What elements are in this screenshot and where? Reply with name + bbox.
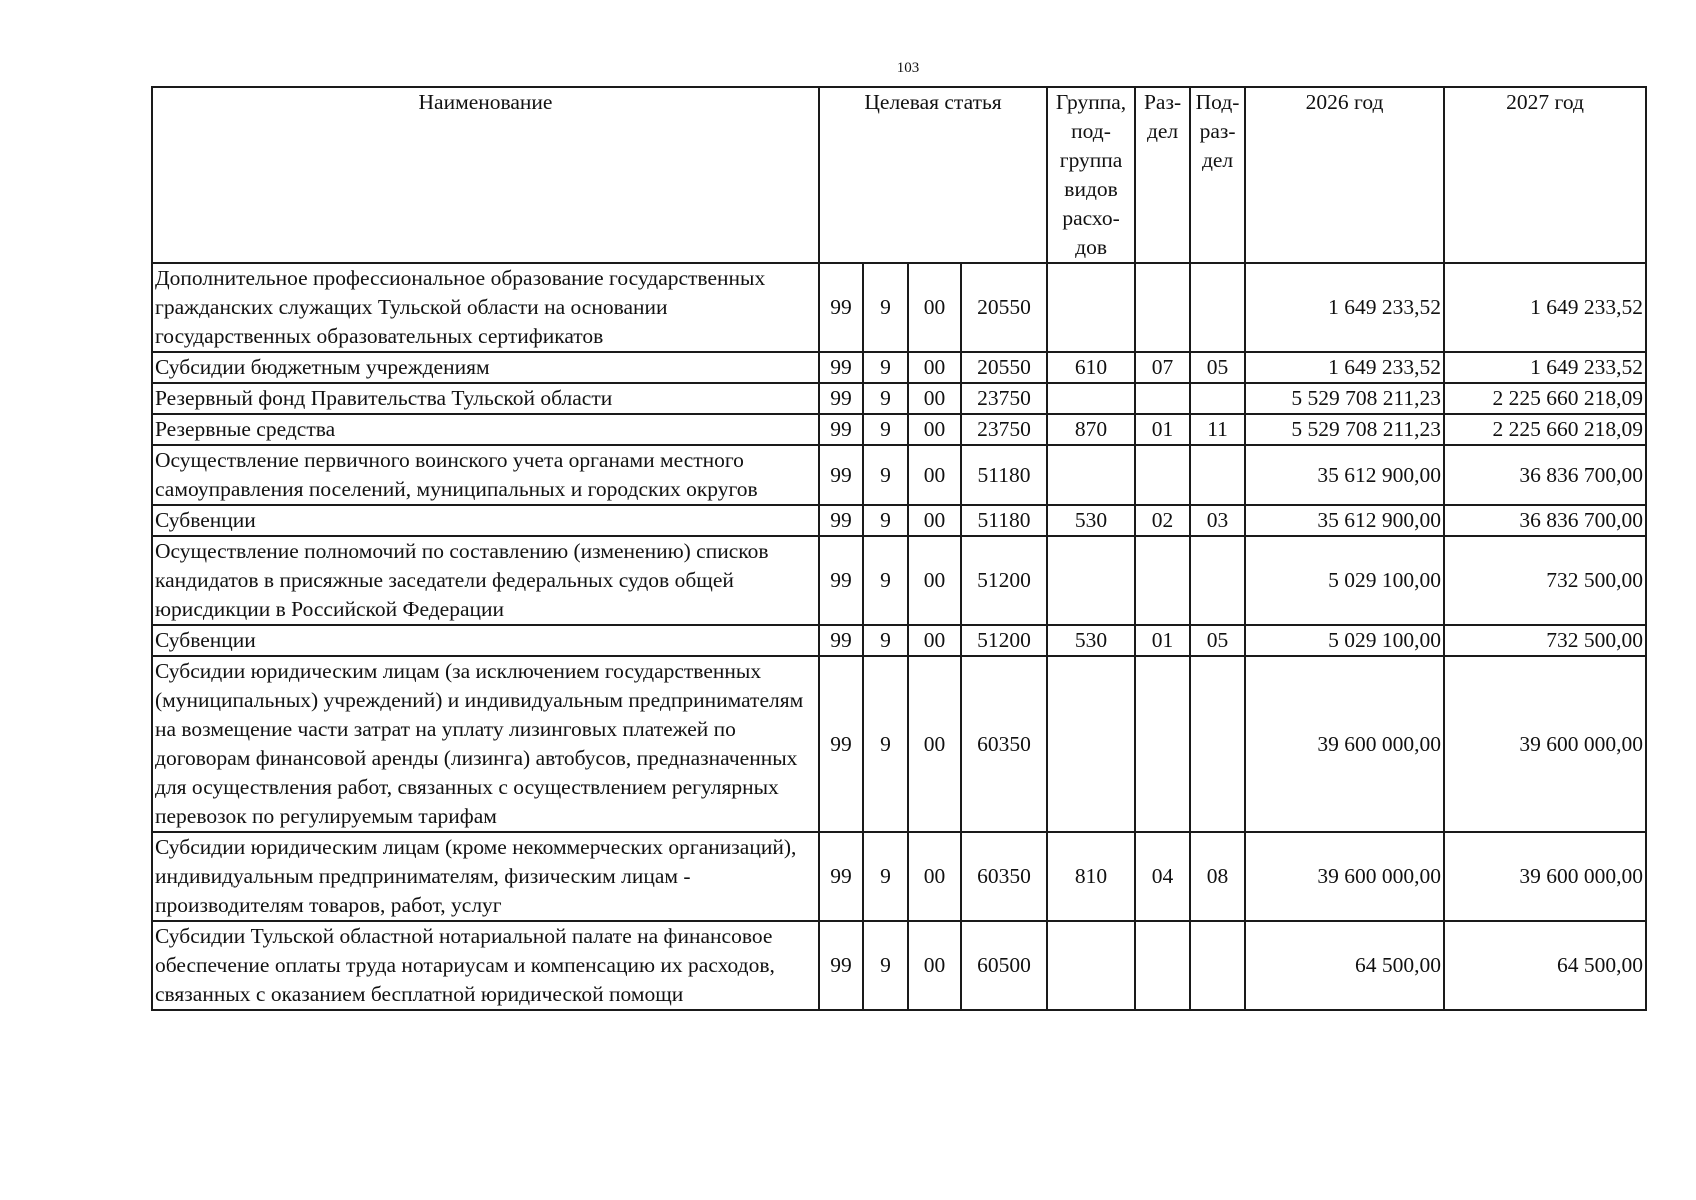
amount-2027: 1 649 233,52 bbox=[1444, 263, 1646, 352]
target-code-program: 99 bbox=[819, 445, 863, 505]
subsection bbox=[1190, 263, 1245, 352]
table-row bbox=[152, 352, 1646, 383]
table-row bbox=[152, 414, 1646, 445]
target-code-program: 99 bbox=[819, 263, 863, 352]
target-code-subprogram: 9 bbox=[863, 383, 908, 414]
target-code-program: 99 bbox=[819, 414, 863, 445]
table-row bbox=[152, 921, 1646, 1010]
amount-2027: 732 500,00 bbox=[1444, 625, 1646, 656]
section bbox=[1135, 656, 1190, 832]
page-number: 103 bbox=[896, 60, 920, 76]
target-code-expense: 51200 bbox=[961, 625, 1047, 656]
subsection: 05 bbox=[1190, 352, 1245, 383]
target-code-program: 99 bbox=[819, 656, 863, 832]
target-code-direction: 00 bbox=[908, 352, 961, 383]
amount-2026: 5 529 708 211,23 bbox=[1245, 414, 1444, 445]
table-row bbox=[152, 832, 1646, 921]
expense-group: 530 bbox=[1047, 625, 1135, 656]
row-name: Субвенции bbox=[152, 625, 819, 656]
target-code-expense: 60350 bbox=[961, 832, 1047, 921]
row-name: Субсидии юридическим лицам (кроме некоммерческих организаций), индивидуальным предпринимателям, физическим лицам - производителям товаров, работ, услуг bbox=[152, 832, 819, 921]
table-header-row bbox=[152, 87, 1646, 263]
row-name: Субвенции bbox=[152, 505, 819, 536]
subsection: 03 bbox=[1190, 505, 1245, 536]
subsection: 08 bbox=[1190, 832, 1245, 921]
target-code-direction: 00 bbox=[908, 383, 961, 414]
expense-group bbox=[1047, 445, 1135, 505]
target-code-expense: 60500 bbox=[961, 921, 1047, 1010]
target-code-subprogram: 9 bbox=[863, 536, 908, 625]
amount-2027: 732 500,00 bbox=[1444, 536, 1646, 625]
budget-table bbox=[151, 86, 1647, 1011]
target-code-subprogram: 9 bbox=[863, 445, 908, 505]
amount-2027: 36 836 700,00 bbox=[1444, 505, 1646, 536]
subsection bbox=[1190, 383, 1245, 414]
section bbox=[1135, 263, 1190, 352]
row-name: Субсидии бюджетным учреждениям bbox=[152, 352, 819, 383]
subsection bbox=[1190, 921, 1245, 1010]
header-year-2026: 2026 год bbox=[1245, 87, 1444, 263]
target-code-expense: 51180 bbox=[961, 505, 1047, 536]
subsection: 05 bbox=[1190, 625, 1245, 656]
subsection bbox=[1190, 536, 1245, 625]
header-name: Наименование bbox=[152, 87, 819, 263]
section: 07 bbox=[1135, 352, 1190, 383]
expense-group: 870 bbox=[1047, 414, 1135, 445]
amount-2026: 64 500,00 bbox=[1245, 921, 1444, 1010]
target-code-program: 99 bbox=[819, 383, 863, 414]
header-subsection: Под- раз- дел bbox=[1190, 87, 1245, 263]
target-code-subprogram: 9 bbox=[863, 625, 908, 656]
target-code-subprogram: 9 bbox=[863, 832, 908, 921]
amount-2026: 5 529 708 211,23 bbox=[1245, 383, 1444, 414]
section bbox=[1135, 536, 1190, 625]
amount-2026: 5 029 100,00 bbox=[1245, 625, 1444, 656]
header-year-2027: 2027 год bbox=[1444, 87, 1646, 263]
row-name: Дополнительное профессиональное образование государственных гражданских служащих Тульской области на основании государственных образовательных сертификатов bbox=[152, 263, 819, 352]
amount-2026: 1 649 233,52 bbox=[1245, 263, 1444, 352]
amount-2026: 35 612 900,00 bbox=[1245, 505, 1444, 536]
expense-group bbox=[1047, 536, 1135, 625]
table-row bbox=[152, 445, 1646, 505]
target-code-program: 99 bbox=[819, 536, 863, 625]
section: 02 bbox=[1135, 505, 1190, 536]
expense-group: 810 bbox=[1047, 832, 1135, 921]
expense-group bbox=[1047, 921, 1135, 1010]
subsection bbox=[1190, 656, 1245, 832]
subsection: 11 bbox=[1190, 414, 1245, 445]
table-row bbox=[152, 383, 1646, 414]
amount-2027: 1 649 233,52 bbox=[1444, 352, 1646, 383]
amount-2027: 2 225 660 218,09 bbox=[1444, 414, 1646, 445]
amount-2027: 2 225 660 218,09 bbox=[1444, 383, 1646, 414]
target-code-direction: 00 bbox=[908, 832, 961, 921]
target-code-subprogram: 9 bbox=[863, 263, 908, 352]
amount-2026: 35 612 900,00 bbox=[1245, 445, 1444, 505]
target-code-direction: 00 bbox=[908, 656, 961, 832]
header-section: Раз- дел bbox=[1135, 87, 1190, 263]
amount-2027: 36 836 700,00 bbox=[1444, 445, 1646, 505]
target-code-expense: 20550 bbox=[961, 352, 1047, 383]
row-name: Осуществление полномочий по составлению (изменению) списков кандидатов в присяжные заседатели федеральных судов общей юрисдикции в Российской Федерации bbox=[152, 536, 819, 625]
amount-2026: 5 029 100,00 bbox=[1245, 536, 1444, 625]
target-code-direction: 00 bbox=[908, 625, 961, 656]
target-code-direction: 00 bbox=[908, 445, 961, 505]
target-code-expense: 51180 bbox=[961, 445, 1047, 505]
table-row bbox=[152, 505, 1646, 536]
target-code-subprogram: 9 bbox=[863, 505, 908, 536]
table-row bbox=[152, 263, 1646, 352]
section bbox=[1135, 921, 1190, 1010]
target-code-direction: 00 bbox=[908, 263, 961, 352]
target-code-direction: 00 bbox=[908, 505, 961, 536]
table-row bbox=[152, 625, 1646, 656]
row-name: Субсидии Тульской областной нотариальной палате на финансовое обеспечение оплаты труда нотариусам и компенсацию их расходов, связанных с оказанием бесплатной юридической помощи bbox=[152, 921, 819, 1010]
amount-2026: 39 600 000,00 bbox=[1245, 832, 1444, 921]
target-code-subprogram: 9 bbox=[863, 921, 908, 1010]
header-expense-group: Группа, под- группа видов расхо- дов bbox=[1047, 87, 1135, 263]
target-code-program: 99 bbox=[819, 352, 863, 383]
section: 01 bbox=[1135, 414, 1190, 445]
amount-2027: 39 600 000,00 bbox=[1444, 832, 1646, 921]
target-code-direction: 00 bbox=[908, 536, 961, 625]
target-code-expense: 23750 bbox=[961, 414, 1047, 445]
target-code-subprogram: 9 bbox=[863, 352, 908, 383]
target-code-program: 99 bbox=[819, 505, 863, 536]
amount-2027: 64 500,00 bbox=[1444, 921, 1646, 1010]
amount-2026: 1 649 233,52 bbox=[1245, 352, 1444, 383]
table-row bbox=[152, 536, 1646, 625]
section bbox=[1135, 383, 1190, 414]
row-name: Резервный фонд Правительства Тульской области bbox=[152, 383, 819, 414]
target-code-expense: 23750 bbox=[961, 383, 1047, 414]
expense-group: 530 bbox=[1047, 505, 1135, 536]
target-code-direction: 00 bbox=[908, 921, 961, 1010]
row-name: Резервные средства bbox=[152, 414, 819, 445]
target-code-program: 99 bbox=[819, 921, 863, 1010]
expense-group: 610 bbox=[1047, 352, 1135, 383]
amount-2026: 39 600 000,00 bbox=[1245, 656, 1444, 832]
target-code-program: 99 bbox=[819, 625, 863, 656]
table-row bbox=[152, 656, 1646, 832]
amount-2027: 39 600 000,00 bbox=[1444, 656, 1646, 832]
row-name: Осуществление первичного воинского учета органами местного самоуправления поселений, муниципальных и городских округов bbox=[152, 445, 819, 505]
target-code-direction: 00 bbox=[908, 414, 961, 445]
subsection bbox=[1190, 445, 1245, 505]
target-code-subprogram: 9 bbox=[863, 656, 908, 832]
target-code-expense: 51200 bbox=[961, 536, 1047, 625]
expense-group bbox=[1047, 263, 1135, 352]
target-code-expense: 20550 bbox=[961, 263, 1047, 352]
section bbox=[1135, 445, 1190, 505]
section: 01 bbox=[1135, 625, 1190, 656]
expense-group bbox=[1047, 383, 1135, 414]
row-name: Субсидии юридическим лицам (за исключением государственных (муниципальных) учреждений) и индивидуальным предпринимателям на возмещение части затрат на уплату лизинговых платежей по договорам финансовой аренды (лизинга) автобусов, предназначенных для осуществления работ, связанных с осуществлением регулярных перевозок по регулируемым тарифам bbox=[152, 656, 819, 832]
target-code-program: 99 bbox=[819, 832, 863, 921]
expense-group bbox=[1047, 656, 1135, 832]
header-target-article: Целевая статья bbox=[819, 87, 1047, 263]
target-code-expense: 60350 bbox=[961, 656, 1047, 832]
target-code-subprogram: 9 bbox=[863, 414, 908, 445]
section: 04 bbox=[1135, 832, 1190, 921]
